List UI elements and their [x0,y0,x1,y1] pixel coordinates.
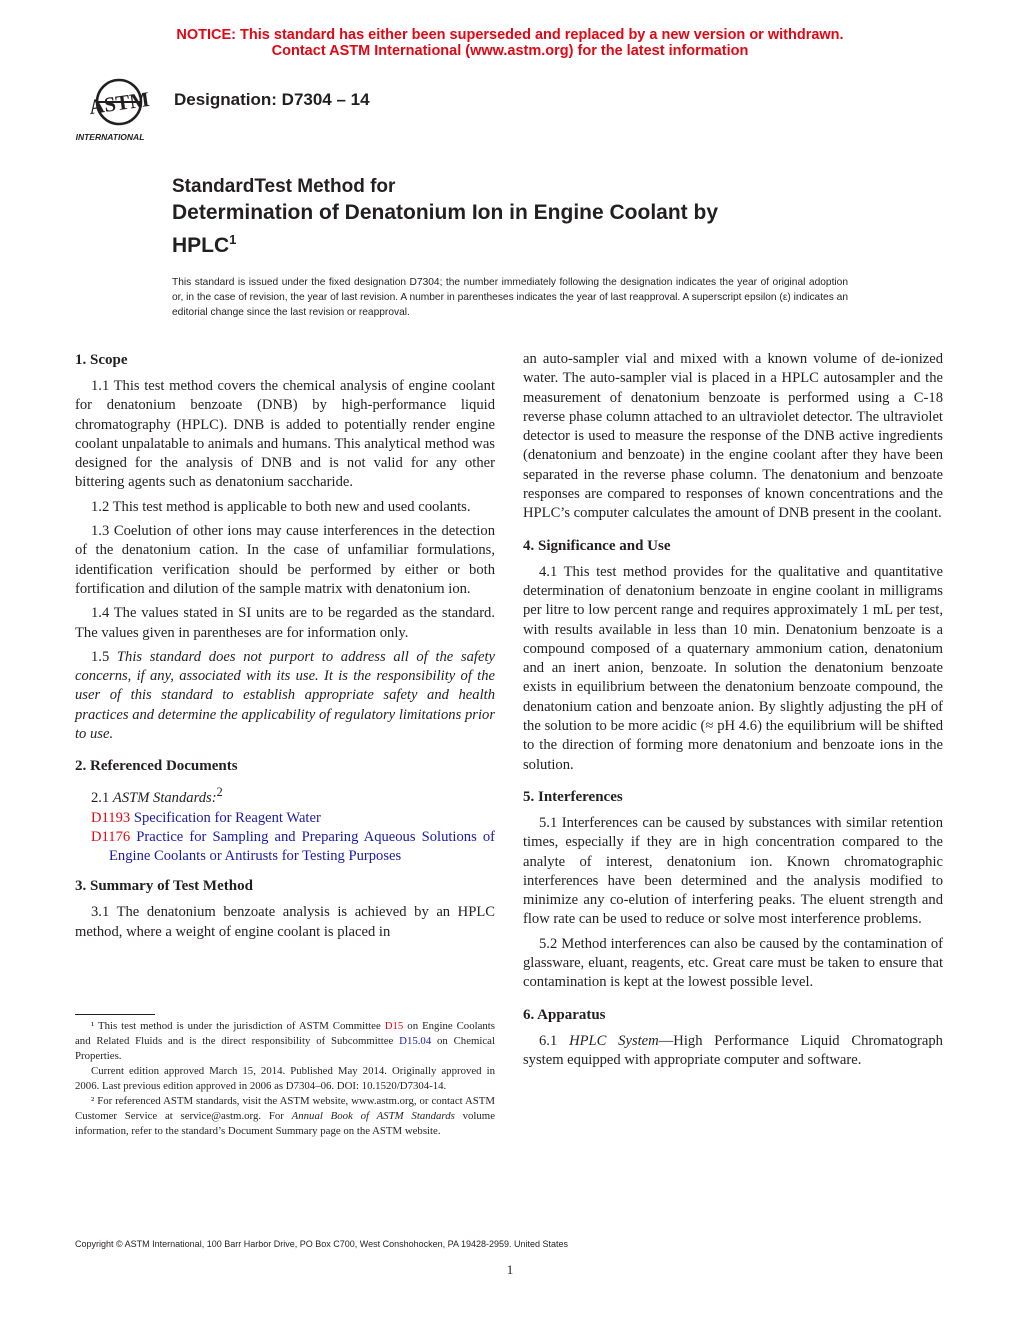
title-footnote-mark: 1 [229,232,237,247]
section-2-heading: 2. Referenced Documents [75,758,238,775]
fn2-italic: Annual Book of ASTM Standards [291,1110,455,1122]
logo-subtext: INTERNATIONAL [75,132,145,142]
footnote-1-edition: Current edition approved March 15, 2014. Published May 2014. Originally approved in 2006. Last previous edition approved in 2006 as D7304–06. DOI: 10.1520/D7304-14. [75,1065,495,1092]
para-6-1-number: 6.1 [539,1032,558,1049]
page-number: 1 [506,1262,514,1277]
section-6-heading: 6. Apparatus [523,1006,606,1023]
fn2-part-a: ² For referenced ASTM standards, visit the ASTM website, www.astm.org, or contact ASTM Customer Service at service@astm.org. For [75,1095,495,1122]
right-column [523,350,943,1075]
section-1-heading: 1. Scope [75,352,128,368]
reference-d1193[interactable] [75,809,495,828]
title-line-2: Determination of Denatonium Ion in Engine Coolant by [172,201,718,224]
copyright: Copyright © ASTM International, 100 Barr Harbor Drive, PO Box C700, West Conshohocken, PA 19428-2959. United States [75,1239,569,1249]
document-title [172,175,872,259]
para-2-1 [75,783,495,808]
ref-d1176-code[interactable]: D1176 [91,828,131,845]
section-5-heading: 5. Interferences [523,788,623,805]
fn1-part-c: on Chemical Properties. [75,1035,495,1062]
designation: Designation: D7304 – 14 [174,90,370,109]
fn2-part-b: volume information, refer to the standard’s Document Summary page on the ASTM website. [75,1110,495,1137]
para-1-3: 1.3 Coelution of other ions may cause interferences in the detection of the denatonium cation. In the case of unfamiliar formulations, identification verification should be performed by either or both fortification and dilution of the sample matrix with denatonium ion. [75,523,495,597]
title-hplc: HPLC [172,234,230,257]
para-4-1: 4.1 This test method provides for the qualitative and quantitative determination of denatonium benzoate in engine coolant in milligrams per litre to low percent range and requires approximately 1 mL per test, with results available in less than 10 min. Denatonium benzoate is a compound composed of a quaternary ammonium cation, denatonium and an inert anion, benzoate. In solution the denatonium benzoate exists in equilibrium between the denatonium benzoate compound, the denatonium cation and benzoate anion. By slightly adjusting the pH of the solution to be more acidic (≈ pH 4.6) the equilibrium will be shifted to the direction of forming more denatonium and benzoate ions in the solution. [523,563,943,773]
fn1-link-d15[interactable]: D15 [384,1020,404,1032]
title-line-1: StandardTest Method for [172,176,396,197]
para-1-2: 1.2 This test method is applicable to both new and used coolants. [91,498,471,515]
footnote-1 [75,1019,495,1064]
ref-d1193-title[interactable]: Specification for Reagent Water [133,809,321,826]
ref-d1193-code[interactable]: D1193 [91,809,131,826]
reference-d1176[interactable] [75,828,495,867]
para-6-1 [523,1032,943,1071]
para-6-1-text: —High Performance Liquid Chromatograph system equipped with appropriate computer and software. [523,1032,943,1068]
notice-line-2: Contact ASTM International (www.astm.org) for the latest information [271,43,749,59]
para-2-1-footnote-mark: 2 [216,785,223,800]
para-5-2: 5.2 Method interferences can also be caused by the contamination of glassware, eluant, reagents, etc. Great care must be taken to ensure that contamination is kept at the lowest possible level. [523,935,943,991]
fn1-part-a: ¹ This test method is under the jurisdiction of ASTM Committee [91,1020,385,1032]
para-1-5 [75,648,495,744]
footnote-rule [75,1014,155,1015]
para-1-1: 1.1 This test method covers the chemical analysis of engine coolant for denatonium benzoate (DNB) by high-performance liquid chromatography (HPLC). DNB is added to potentially render engine coolant unpalatable to animals and humans. This analytical method was designed for the analysis of DNB and is not valid for any other bittering agents such as denatonium saccharide. [75,378,495,491]
notice-line-1: NOTICE: This standard has either been superseded and replaced by a new version or withdrawn. [176,27,844,43]
section-4-heading: 4. Significance and Use [523,537,671,554]
para-2-1-number: 2.1 [91,790,110,807]
footnotes [75,1014,495,1139]
footnote-2 [75,1094,495,1139]
withdrawal-notice [0,27,1020,59]
para-6-1-term: HPLC System [569,1032,659,1049]
section-3-heading: 3. Summary of Test Method [75,878,253,895]
logo-text: ASTM [87,86,151,120]
para-1-5-number: 1.5 [91,648,110,665]
left-column [75,350,495,947]
issued-note: This standard is issued under the fixed designation D7304; the number immediately following the designation indicates the year of original adoption or, in the case of revision, the year of last revision. A number in parentheses indicates the year of last reapproval. A superscript epsilon (ε) indicates an editorial change since the last revision or reapproval. [172,277,848,318]
para-1-4: 1.4 The values stated in SI units are to be regarded as the standard. The values given in parentheses are for information only. [75,605,495,641]
ref-d1176-title[interactable]: Practice for Sampling and Preparing Aqueous Solutions of Engine Coolants or Antirusts for Testing Purposes [109,828,496,865]
fn1-part-b: on Engine Coolants and Related Fluids and is the direct responsibility of Subcommittee [75,1020,495,1047]
fn1-link-d1504[interactable]: D15.04 [399,1035,432,1047]
para-2-1-text: ASTM Standards: [112,790,217,807]
astm-logo [74,74,164,144]
para-3-1-continued: an auto-sampler vial and mixed with a known volume of de-ionized water. The auto-sampler vial is placed in a HPLC autosampler and the measurement of denatonium benzoate is performed using a C-18 reverse phase column attached to an ultraviolet detector. The ultraviolet detector is used to measure the response of the DNB active ingredients (denatonium and benzoate) in the engine coolant after they have been separated in the reverse phase column. The denatonium and benzoate responses are compared to responses of known concentrations and the HPLC’s computer calculates the amount of DNB present in the coolant. [523,351,943,522]
title-line-3 [172,226,872,259]
para-3-1: 3.1 The denatonium benzoate analysis is achieved by an HPLC method, where a weight of engine coolant is placed in [75,904,495,940]
para-5-1: 5.1 Interferences can be caused by substances with similar retention times, especially if they are in high concentration compared to the analyte of interest, denatonium ion. Known chromatographic interferences have been determined and the analysis modified to minimize any co-elution of interfering peaks. The eluent strength and flow rate can be used to reduce or solve most interference problems. [523,814,943,928]
para-1-5-text: This standard does not purport to address all of the safety concerns, if any, associated with its use. It is the responsibility of the user of this standard to establish appropriate safety and health practices and determine the applicability of regulatory limitations prior to use. [75,648,495,743]
